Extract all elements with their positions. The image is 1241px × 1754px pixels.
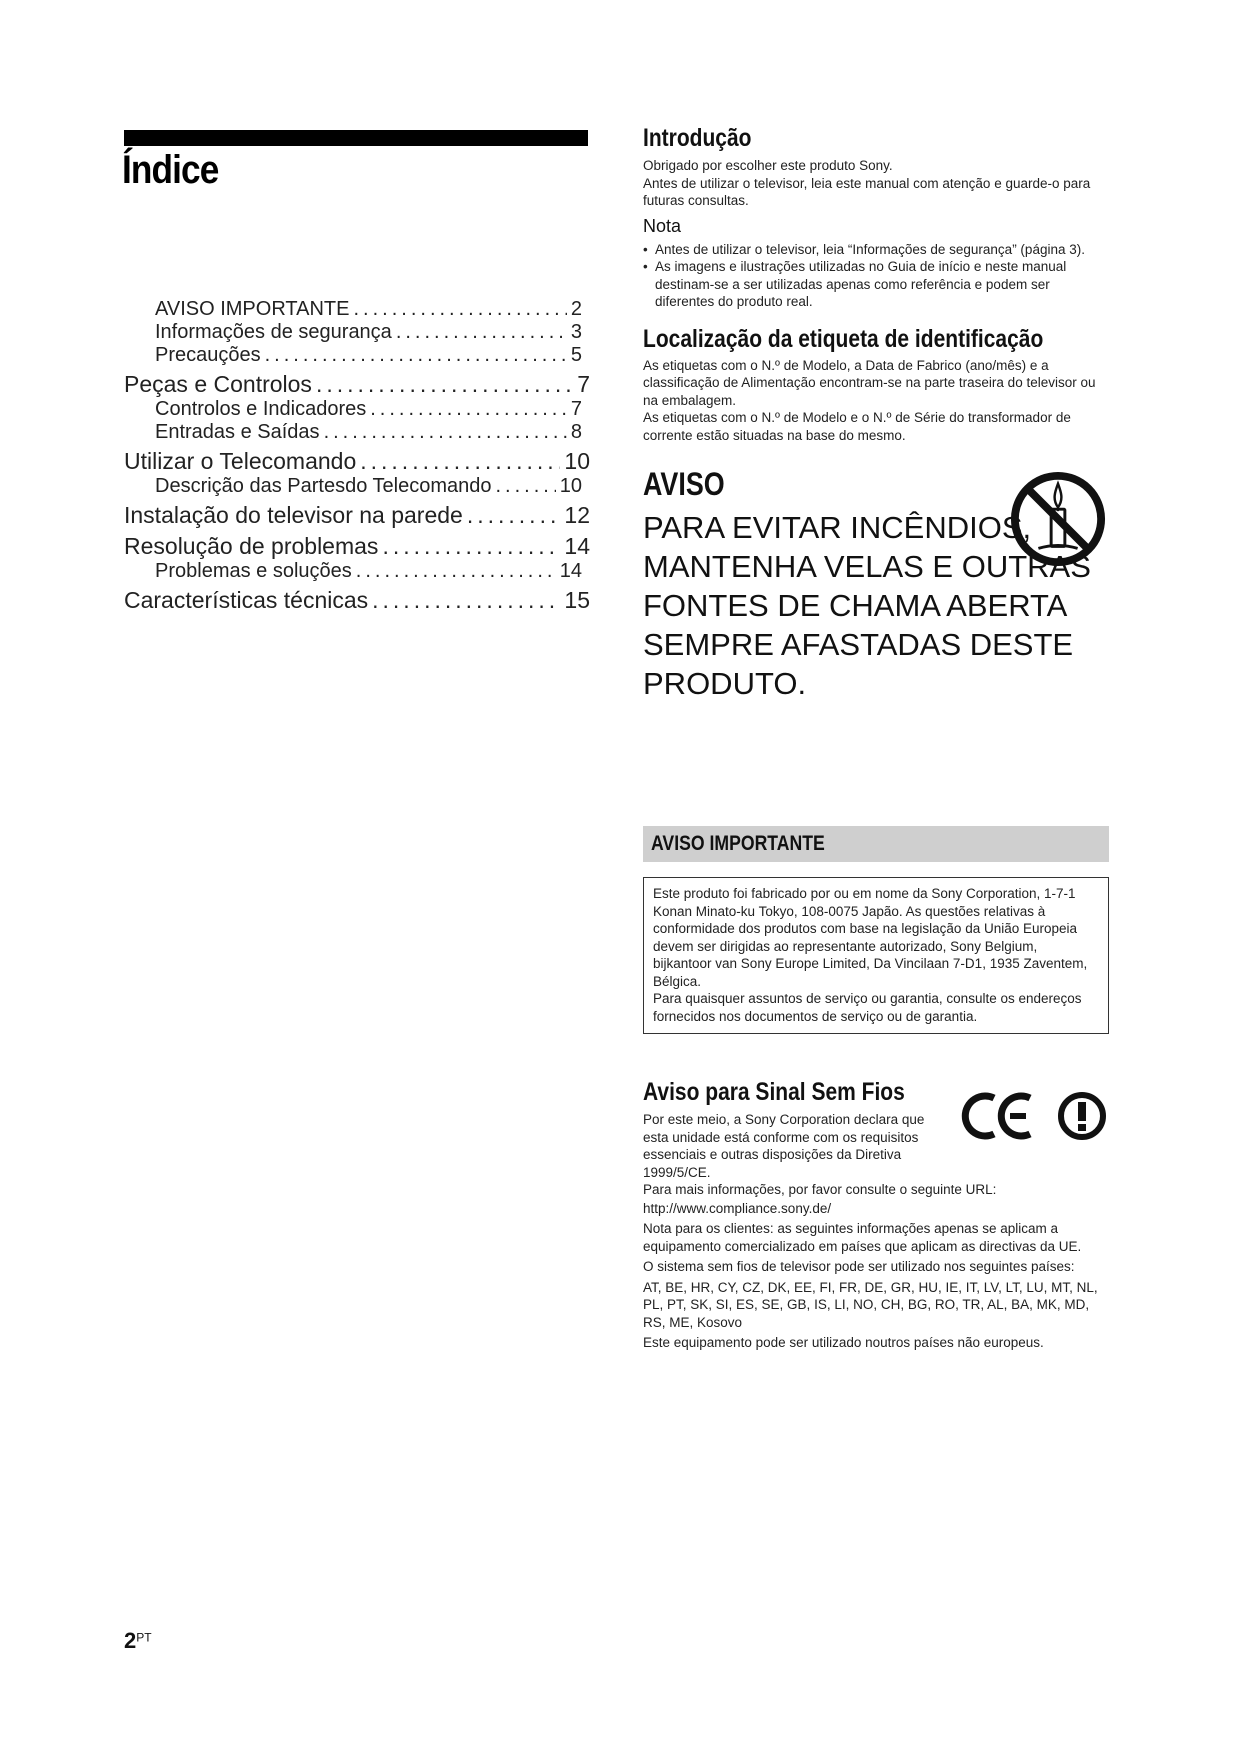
- toc-entry[interactable]: [155, 475, 590, 498]
- toc-entry-page: 15: [564, 587, 590, 613]
- toc-entry-title: Informações de segurança: [155, 321, 392, 343]
- no-candle-icon: [1009, 470, 1107, 568]
- toc-entry-page: 7: [570, 398, 582, 420]
- wireless-notice: [643, 1078, 1113, 1352]
- intro-heading: Introdução: [643, 124, 752, 152]
- page-number-value: 2: [124, 1628, 137, 1653]
- toc-entry-title: Peças e Controlos: [124, 371, 312, 397]
- toc-leader: [356, 560, 556, 583]
- toc-entry-page: 5: [570, 344, 582, 366]
- toc-entry[interactable]: [124, 502, 590, 529]
- toc-leader: [370, 398, 567, 421]
- toc-entry-title: Precauções: [155, 344, 261, 366]
- wireless-paragraph: O sistema sem fios de televisor pode ser utilizado nos seguintes países:: [643, 1259, 1075, 1274]
- toc-entry-title: Descrição das Partesdo Telecomando: [155, 475, 492, 497]
- toc-entry[interactable]: [124, 371, 590, 398]
- wireless-heading: Aviso para Sinal Sem Fios: [643, 1078, 905, 1106]
- table-of-contents: [124, 298, 590, 614]
- ce-alert-logos: [958, 1090, 1108, 1142]
- compliance-url[interactable]: http://www.compliance.sony.de/: [643, 1200, 832, 1216]
- toc-entry-title: Entradas e Saídas: [155, 421, 320, 443]
- toc-entry[interactable]: [124, 448, 590, 475]
- right-column: [643, 124, 1109, 766]
- note-item: • As imagens e ilustrações utilizadas no Guia de início e neste manual destinam-se a ser utilizadas apenas como referência e podem ser diferentes do produto real.: [643, 258, 1109, 311]
- ce-mark: [965, 1096, 1030, 1136]
- aviso-importante-paragraph: Para quaisquer assuntos de serviço ou garantia, consulte os endereços fornecidos nos documentos de serviço ou de garantia.: [653, 991, 1082, 1024]
- toc-entry-title: Utilizar o Telecomando: [124, 448, 357, 474]
- toc-entry-title: Resolução de problemas: [124, 533, 379, 559]
- toc-entry-page: 8: [570, 421, 582, 443]
- toc-entry-page: 2: [570, 298, 582, 320]
- toc-leader: [360, 448, 560, 475]
- alert-class-icon: [1061, 1095, 1103, 1137]
- toc-leader: [353, 298, 566, 321]
- toc-entry[interactable]: [155, 344, 590, 367]
- toc-entry-title: AVISO IMPORTANTE: [155, 298, 350, 320]
- toc-leader: [396, 321, 567, 344]
- toc-leader: [467, 502, 561, 529]
- label-location-paragraph: As etiquetas com o N.º de Modelo e o N.º de Série do transformador de corrente estão situadas na base do mesmo.: [643, 410, 1071, 443]
- country-list: AT, BE, HR, CY, CZ, DK, EE, FI, FR, DE, GR, HU, IE, IT, LV, LT, LU, MT, NL, PL, PT, SK, SI, ES, SE, GB, IS, LI, NO, CH, BG, RO, TR, AL, BA, MK, MD, RS, ME, Kosovo: [643, 1279, 1098, 1330]
- toc-entry[interactable]: [155, 398, 590, 421]
- wireless-paragraph: Para mais informações, por favor consulte o seguinte URL:: [643, 1182, 997, 1197]
- wireless-paragraph: Este equipamento pode ser utilizado noutros países não europeus.: [643, 1335, 1044, 1350]
- notes-list: [643, 241, 1109, 311]
- toc-entry[interactable]: [155, 321, 590, 344]
- toc-entry-page: 3: [570, 321, 582, 343]
- aviso-importante-box: [643, 877, 1109, 1034]
- aviso-importante-heading: AVISO IMPORTANTE: [651, 832, 825, 855]
- toc-entry[interactable]: [155, 298, 590, 321]
- toc-entry[interactable]: [155, 560, 590, 583]
- toc-title: Índice: [122, 148, 219, 192]
- page-number: [124, 1628, 152, 1654]
- toc-entry-page: 14: [559, 560, 582, 582]
- toc-entry-page: 12: [564, 502, 590, 528]
- intro-paragraph: Antes de utilizar o televisor, leia este manual com atenção e guarde-o para futuras consultas.: [643, 175, 1091, 208]
- toc-leader: [495, 475, 555, 498]
- toc-entry-page: 7: [577, 371, 590, 397]
- aviso-importante-paragraph: Este produto foi fabricado por ou em nome da Sony Corporation, 1-7-1 Konan Minato-ku Tokyo, 108-0075 Japão. As questões relativas à conformidade dos produtos com base na legislação da União Europeia devem ser dirigidas ao representante autorizado, Sony Belgium, bijkantoor van Sony Europe Limited, Da Vincilaan 7-D1, 1935 Zaventem, Bélgica.: [653, 886, 1088, 989]
- toc-entry-title: Problemas e soluções: [155, 560, 352, 582]
- page-language: PT: [136, 1630, 152, 1645]
- toc-entry-page: 14: [564, 533, 590, 559]
- toc-entry-page: 10: [559, 475, 582, 497]
- aviso-heading: AVISO: [643, 466, 725, 502]
- wireless-paragraph: Por este meio, a Sony Corporation declara que esta unidade está conforme com os requisitos essenciais e outras disposições da Diretiva 1999/5/CE.: [643, 1112, 925, 1180]
- toc-leader: [316, 371, 573, 398]
- toc-leader: [324, 421, 567, 444]
- toc-entry[interactable]: [155, 421, 590, 444]
- nota-heading: Nota: [643, 215, 682, 236]
- aviso-text: PARA EVITAR INCÊNDIOS, MANTENHA VELAS E OUTRAS FONTES DE CHAMA ABERTA SEMPRE AFASTADAS DESTE PRODUTO.: [643, 510, 1091, 701]
- label-location-paragraph: As etiquetas com o N.º de Modelo, a Data de Fabrico (ano/mês) e a classificação de Alimentação encontram-se na parte traseira do televisor ou na embalagem.: [643, 357, 1096, 408]
- toc-entry[interactable]: [124, 587, 590, 614]
- label-location-heading: Localização da etiqueta de identificação: [643, 324, 1044, 353]
- toc-entry[interactable]: [124, 533, 590, 560]
- wireless-paragraph: Nota para os clientes: as seguintes informações apenas se aplicam a equipamento comercializado em países que aplicam as directivas da UE.: [643, 1221, 1082, 1254]
- fire-warning: [643, 466, 1109, 766]
- note-item: • Antes de utilizar o televisor, leia “Informações de segurança” (página 3).: [643, 241, 1109, 259]
- toc-leader: [372, 587, 560, 614]
- toc-entry-title: Instalação do televisor na parede: [124, 502, 463, 528]
- toc-entry-title: Características técnicas: [124, 587, 369, 613]
- toc-leader: [265, 344, 567, 367]
- toc-leader: [382, 533, 560, 560]
- toc-entry-page: 10: [564, 448, 590, 474]
- aviso-importante-header: [643, 826, 1109, 862]
- title-rule: [124, 130, 588, 146]
- intro-paragraph: Obrigado por escolher este produto Sony.: [643, 158, 893, 173]
- toc-entry-title: Controlos e Indicadores: [155, 398, 367, 420]
